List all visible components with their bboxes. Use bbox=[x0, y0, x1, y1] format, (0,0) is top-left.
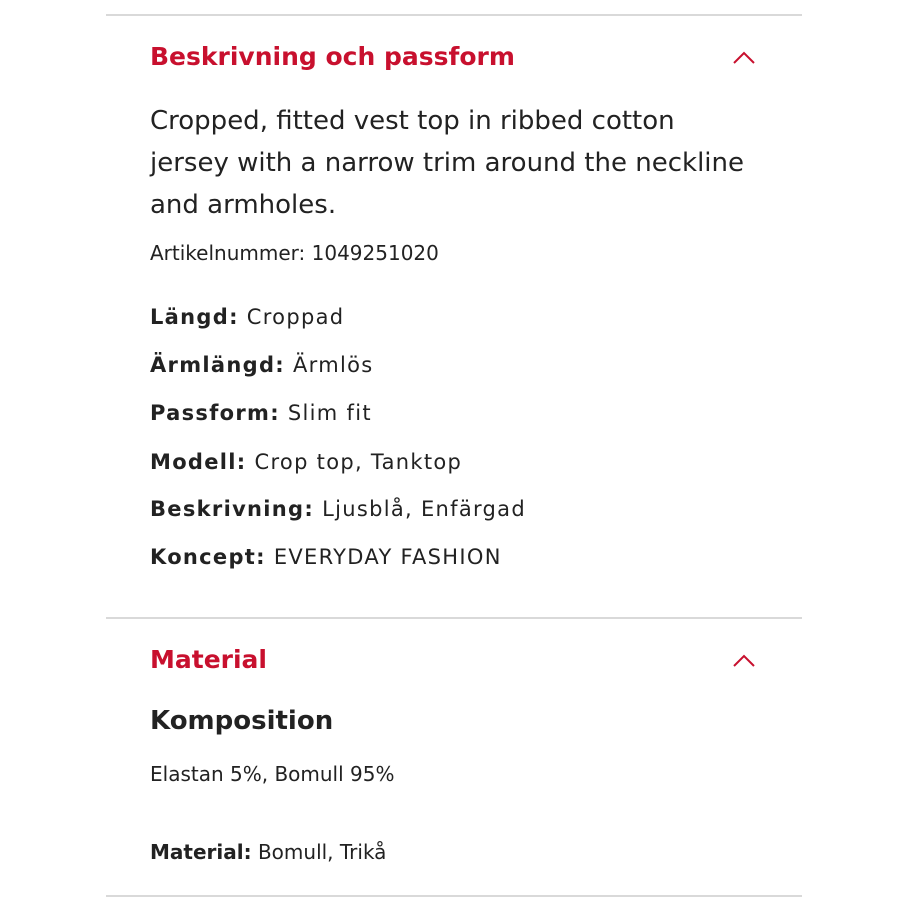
material-line bbox=[150, 840, 386, 864]
composition-value: Elastan 5%, Bomull 95% bbox=[150, 762, 395, 786]
attribute-value: Croppad bbox=[246, 305, 345, 329]
attribute-value: EVERYDAY FASHION bbox=[273, 545, 502, 569]
attribute-value: Ärmlös bbox=[292, 353, 374, 377]
attribute-length bbox=[150, 305, 344, 329]
attribute-key: Längd: bbox=[150, 305, 239, 329]
material-value: Bomull, Trikå bbox=[257, 840, 387, 864]
section-title-description-fit: Beskrivning och passform bbox=[150, 42, 515, 71]
attribute-description bbox=[150, 497, 526, 521]
attribute-key: Koncept: bbox=[150, 545, 266, 569]
attribute-value: Ljusblå, Enfärgad bbox=[322, 497, 526, 521]
accordion-header-material[interactable] bbox=[106, 624, 802, 694]
attribute-key: Ärmlängd: bbox=[150, 353, 285, 377]
chevron-up-icon bbox=[732, 49, 756, 65]
attribute-key: Modell: bbox=[150, 450, 247, 474]
material-key: Material: bbox=[150, 840, 252, 864]
composition-heading: Komposition bbox=[150, 706, 334, 736]
attribute-key: Beskrivning: bbox=[150, 497, 315, 521]
attribute-model bbox=[150, 450, 462, 474]
attribute-concept bbox=[150, 545, 502, 569]
attribute-value: Crop top, Tanktop bbox=[254, 450, 463, 474]
divider-middle bbox=[106, 617, 802, 619]
divider-top bbox=[106, 14, 802, 16]
section-title-material: Material bbox=[150, 645, 267, 674]
product-description: Cropped, fitted vest top in ribbed cotton jersey with a narrow trim around the neckline and armholes. bbox=[150, 106, 744, 220]
attribute-sleeve-length bbox=[150, 353, 373, 377]
attribute-value: Slim fit bbox=[287, 401, 372, 425]
divider-bottom bbox=[106, 895, 802, 897]
accordion-header-description-fit[interactable] bbox=[106, 22, 802, 92]
chevron-up-icon bbox=[732, 652, 756, 668]
article-number: Artikelnummer: 1049251020 bbox=[150, 241, 439, 265]
attribute-key: Passform: bbox=[150, 401, 280, 425]
attribute-fit bbox=[150, 401, 372, 425]
